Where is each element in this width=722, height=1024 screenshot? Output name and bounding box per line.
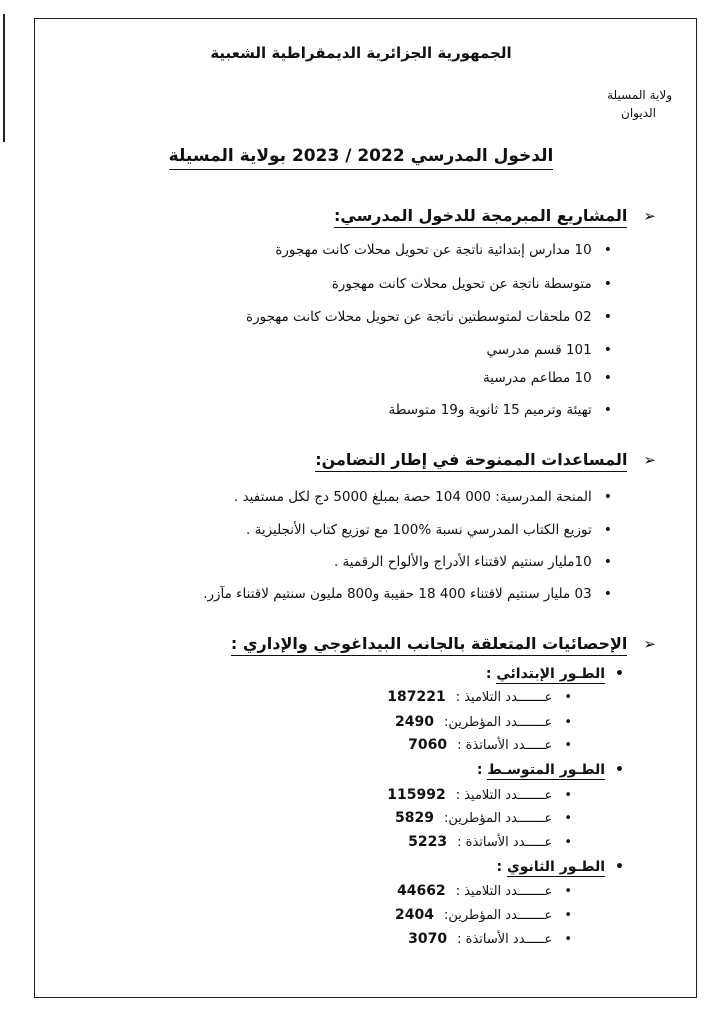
bullet-icon: • bbox=[603, 309, 612, 325]
bullet-icon: • bbox=[603, 242, 612, 258]
bullet-icon: • bbox=[603, 522, 612, 538]
list-item bbox=[486, 342, 612, 358]
stat-label: عـــــــدد المؤطرين: bbox=[443, 715, 553, 730]
section-heading-projects bbox=[334, 206, 656, 225]
bullet-icon: • bbox=[615, 762, 624, 778]
republic-header: الجمهورية الجزائرية الديمقراطية الشعبية bbox=[210, 44, 512, 62]
section-heading-text: المشاريع المبرمجة للدخول المدرسي: bbox=[334, 206, 627, 228]
list-item bbox=[246, 309, 612, 325]
level-heading-primary bbox=[486, 666, 624, 682]
stat-label: عـــــدد الأساتذة : bbox=[457, 835, 553, 850]
bullet-icon: • bbox=[564, 932, 572, 947]
bullet-icon: • bbox=[564, 884, 572, 899]
stat-value: 44662 bbox=[396, 883, 446, 899]
arrow-icon: ➢ bbox=[643, 451, 656, 469]
stat-value: 187221 bbox=[387, 689, 446, 705]
bullet-icon: • bbox=[603, 402, 612, 418]
list-item bbox=[275, 242, 612, 258]
list-item-text: 101 قسم مدرسي bbox=[486, 342, 592, 358]
office-label: الديوان bbox=[621, 106, 656, 120]
bullet-icon: • bbox=[564, 738, 572, 753]
list-item bbox=[334, 554, 612, 570]
section-heading-statistics bbox=[231, 634, 656, 653]
stat-value: 2404 bbox=[394, 907, 434, 923]
page-title bbox=[0, 146, 722, 166]
stat-row bbox=[408, 737, 572, 753]
stat-row bbox=[395, 810, 572, 826]
stat-label: عـــــــدد المؤطرين: bbox=[443, 908, 553, 923]
stat-label: عـــــدد الأساتذة : bbox=[457, 738, 553, 753]
bullet-icon: • bbox=[603, 276, 612, 292]
bullet-icon: • bbox=[615, 859, 624, 875]
page-title-text: الدخول المدرسي 2022 / 2023 بولاية المسيلة bbox=[169, 146, 554, 170]
stat-value: 115992 bbox=[387, 787, 446, 803]
bullet-icon: • bbox=[564, 715, 572, 730]
bullet-icon: • bbox=[615, 666, 624, 682]
list-item bbox=[388, 402, 612, 418]
list-item bbox=[246, 522, 612, 538]
stat-value: 5829 bbox=[394, 810, 434, 826]
stat-value: 5223 bbox=[408, 834, 448, 850]
list-item-text: المنحة المدرسية: 000 104 حصة بمبلغ 5000 دج لكل مستفيد . bbox=[234, 489, 592, 505]
stat-row bbox=[395, 714, 572, 730]
list-item-text: 10مليار سنتيم لاقتناء الأدراج والألواح الرقمية . bbox=[333, 554, 592, 570]
stat-row bbox=[387, 787, 572, 803]
bullet-icon: • bbox=[564, 788, 572, 803]
stat-value: 2490 bbox=[394, 714, 434, 730]
stat-label: عـــــــدد التلاميذ : bbox=[455, 690, 553, 705]
bullet-icon: • bbox=[564, 835, 572, 850]
bullet-icon: • bbox=[564, 690, 572, 705]
list-item-text: 02 ملحقات لمتوسطتين ناتجة عن تحويل محلات كانت مهجورة bbox=[246, 309, 592, 325]
stat-value: 7060 bbox=[408, 737, 448, 753]
stat-row bbox=[397, 883, 572, 899]
list-item-text: 10 مدارس إبتدائية ناتجة عن تحويل محلات كانت مهجورة bbox=[275, 242, 592, 258]
arrow-icon: ➢ bbox=[643, 207, 656, 225]
list-item bbox=[203, 586, 612, 602]
level-suffix: : bbox=[476, 762, 483, 778]
stat-row bbox=[408, 931, 572, 947]
stat-row bbox=[387, 689, 572, 705]
stat-row bbox=[408, 834, 572, 850]
level-heading-middle bbox=[477, 762, 624, 778]
list-item bbox=[234, 489, 612, 505]
level-suffix: : bbox=[485, 666, 492, 682]
stat-label: عـــــــدد التلاميذ : bbox=[455, 884, 553, 899]
list-item-text: توزيع الكتاب المدرسي نسبة %100 مع توزيع كتاب الأنجليزية . bbox=[246, 522, 592, 538]
section-heading-text: الإحصائيات المتعلقة بالجانب البيداغوجي والإداري : bbox=[231, 634, 628, 656]
bullet-icon: • bbox=[603, 370, 612, 386]
stat-label: عـــــدد الأساتذة : bbox=[457, 932, 553, 947]
stat-label: عـــــــدد التلاميذ : bbox=[455, 788, 553, 803]
list-item-text: تهيئة وترميم 15 ثانوية و19 متوسطة bbox=[388, 402, 592, 418]
level-name: الطـور المتوسـط bbox=[487, 762, 606, 778]
level-heading-secondary bbox=[496, 859, 624, 875]
stat-row bbox=[395, 907, 572, 923]
wilaya-label: ولاية المسيلة bbox=[607, 88, 672, 102]
stat-label: عـــــــدد المؤطرين: bbox=[443, 811, 553, 826]
list-item bbox=[483, 370, 612, 386]
section-heading-text: المساعدات الممنوحة في إطار التضامن: bbox=[315, 450, 627, 472]
level-name: الطـور الثانوي bbox=[506, 859, 606, 875]
bullet-icon: • bbox=[603, 342, 612, 358]
arrow-icon: ➢ bbox=[643, 635, 656, 653]
level-suffix: : bbox=[496, 859, 503, 875]
scan-edge-mark bbox=[3, 14, 5, 142]
stat-value: 3070 bbox=[408, 931, 448, 947]
section-heading-aid bbox=[315, 450, 656, 469]
list-item-text: 03 مليار سنتيم لاقتناء 400 18 حقيبة و800 مليون سنتيم لاقتناء مآزر. bbox=[203, 586, 592, 602]
bullet-icon: • bbox=[564, 908, 572, 923]
bullet-icon: • bbox=[564, 811, 572, 826]
list-item-text: 10 مطاعم مدرسية bbox=[483, 370, 592, 386]
level-name: الطـور الإبتدائي bbox=[496, 666, 606, 682]
list-item bbox=[332, 276, 612, 292]
bullet-icon: • bbox=[603, 554, 612, 570]
list-item-text: متوسطة ناتجة عن تحويل محلات كانت مهجورة bbox=[331, 276, 592, 292]
bullet-icon: • bbox=[603, 586, 612, 602]
bullet-icon: • bbox=[603, 489, 612, 505]
